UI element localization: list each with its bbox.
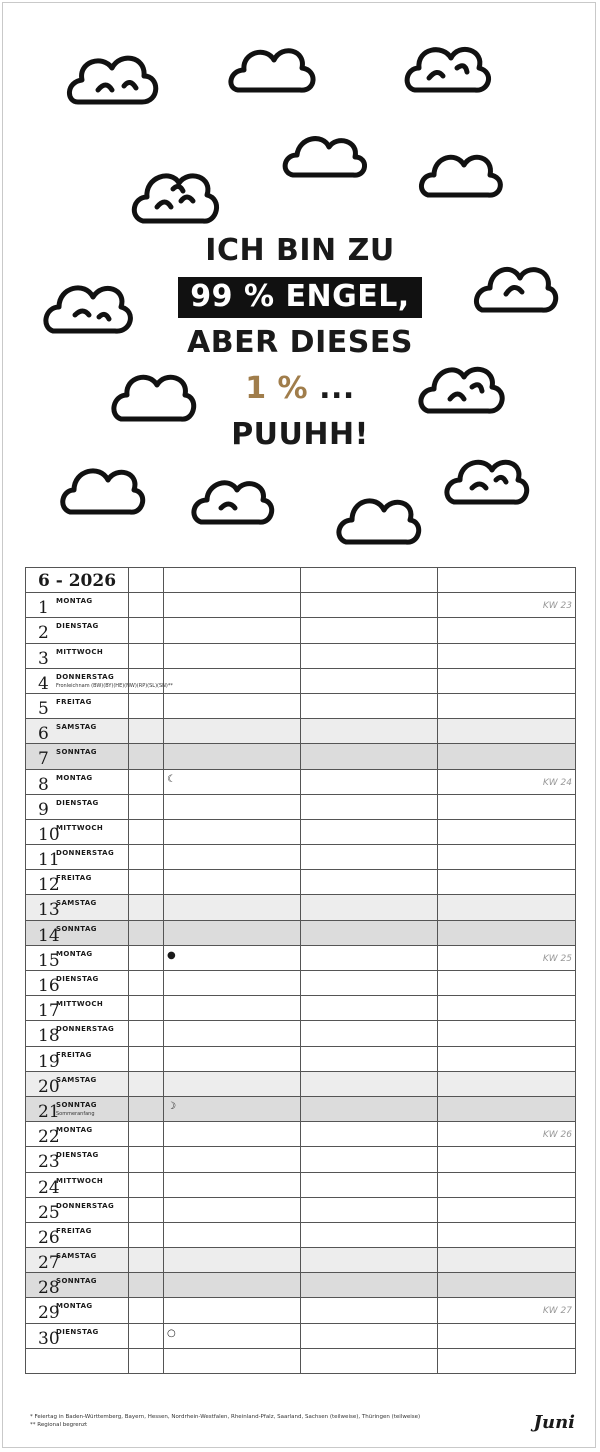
day-label-cell — [26, 1021, 129, 1046]
cloud-icon — [447, 462, 527, 502]
moon-cell — [129, 1222, 164, 1247]
quote-line-1: ICH BIN ZU — [205, 233, 395, 268]
day-label-cell — [26, 845, 129, 870]
entry-cell-3[interactable] — [438, 1071, 576, 1096]
day-number: 1 — [38, 598, 49, 619]
entry-cell-3[interactable] — [438, 1021, 576, 1046]
entry-cell-3[interactable] — [438, 945, 576, 970]
entry-cell-2[interactable] — [301, 618, 438, 643]
day-number: 8 — [38, 774, 49, 795]
day-label-cell — [26, 593, 129, 618]
day-note: Fronleichnam (BW)(BY)(HE)(NW)(RP)(SL)(SN)** — [56, 682, 173, 689]
entry-cell-2[interactable] — [301, 693, 438, 718]
day-row — [26, 945, 576, 970]
day-label-cell — [26, 1298, 129, 1323]
day-name: DONNERSTAG — [56, 1025, 115, 1034]
moon-cell — [129, 744, 164, 769]
entry-cell-2[interactable] — [301, 744, 438, 769]
day-label-cell — [26, 971, 129, 996]
day-number: 20 — [38, 1076, 60, 1097]
entry-cell-2[interactable] — [301, 1071, 438, 1096]
day-label-cell — [26, 744, 129, 769]
moon-cell — [129, 819, 164, 844]
day-name: FREITAG — [56, 1226, 92, 1235]
week-number: KW 25 — [542, 953, 572, 964]
entry-cell-2[interactable] — [301, 1021, 438, 1046]
day-label-cell — [26, 1122, 129, 1147]
entry-cell-1[interactable] — [164, 618, 301, 643]
quote-line-5: PUUHH! — [231, 417, 369, 452]
month-year: 6 - 2026 — [38, 571, 117, 591]
cloud-icon — [339, 501, 419, 542]
entry-cell-2[interactable] — [301, 971, 438, 996]
moon-cell — [129, 1348, 164, 1373]
moon-cell — [129, 593, 164, 618]
entry-cell-1[interactable] — [164, 1222, 301, 1247]
entry-cell-3[interactable] — [438, 870, 576, 895]
entry-cell-2[interactable] — [301, 1122, 438, 1147]
moon-cell — [129, 1172, 164, 1197]
day-row — [26, 1071, 576, 1096]
day-row — [26, 794, 576, 819]
day-number: 11 — [38, 850, 60, 871]
entry-cell-3[interactable] — [438, 920, 576, 945]
entry-cell-1[interactable] — [164, 1122, 301, 1147]
day-name: FREITAG — [56, 874, 92, 883]
entry-cell-1[interactable] — [164, 1021, 301, 1046]
entry-cell-2[interactable] — [301, 945, 438, 970]
entry-cell-2[interactable] — [301, 1096, 438, 1121]
moon-cell — [129, 845, 164, 870]
day-name: SAMSTAG — [56, 723, 97, 732]
entry-cell-2[interactable] — [301, 1348, 438, 1373]
day-row — [26, 996, 576, 1021]
day-name: MONTAG — [56, 1126, 93, 1135]
moon-cell — [129, 1147, 164, 1172]
day-label-cell — [26, 1273, 129, 1298]
day-label-cell — [26, 1348, 129, 1373]
entry-cell-3[interactable] — [438, 719, 576, 744]
day-label-cell — [26, 920, 129, 945]
entry-cell-2[interactable] — [301, 719, 438, 744]
day-row — [26, 1147, 576, 1172]
day-number: 23 — [38, 1152, 60, 1173]
day-number: 29 — [38, 1303, 60, 1324]
entry-cell-3[interactable] — [438, 693, 576, 718]
day-number: 30 — [38, 1328, 60, 1349]
day-name: FREITAG — [56, 1050, 92, 1059]
day-row — [26, 1046, 576, 1071]
day-row — [26, 1197, 576, 1222]
cloud-icon — [285, 139, 364, 176]
moon-cell — [129, 1248, 164, 1273]
moon-cell — [129, 1021, 164, 1046]
day-number: 22 — [38, 1127, 60, 1148]
day-row — [26, 1122, 576, 1147]
entry-cell-2[interactable] — [301, 1298, 438, 1323]
quote-line-2 — [0, 274, 600, 320]
entry-cell-3[interactable] — [438, 1298, 576, 1323]
entry-cell-1[interactable] — [164, 1248, 301, 1273]
day-name: DIENSTAG — [56, 1151, 99, 1160]
entry-cell-3[interactable] — [438, 895, 576, 920]
day-row — [26, 1348, 576, 1373]
day-number: 27 — [38, 1253, 60, 1274]
moon-cell — [129, 996, 164, 1021]
entry-cell-1[interactable] — [164, 1197, 301, 1222]
entry-cell-2[interactable] — [301, 769, 438, 794]
entry-cell-1[interactable] — [164, 845, 301, 870]
entry-cell-2[interactable] — [301, 819, 438, 844]
day-row — [26, 1273, 576, 1298]
entry-cell-3[interactable] — [438, 845, 576, 870]
entry-cell-3[interactable] — [438, 1096, 576, 1121]
cloud-icon — [134, 176, 216, 221]
quote-ellipsis: ... — [308, 371, 355, 406]
day-label-cell — [26, 1147, 129, 1172]
day-label-cell — [26, 1248, 129, 1273]
entry-cell-1[interactable] — [164, 920, 301, 945]
day-name: SONNTAG — [56, 748, 97, 757]
moon-cell — [129, 1122, 164, 1147]
entry-cell-3[interactable] — [438, 618, 576, 643]
day-name: SAMSTAG — [56, 1075, 97, 1084]
entry-cell-3[interactable] — [438, 1122, 576, 1147]
moon-cell — [129, 1273, 164, 1298]
day-label-cell — [26, 693, 129, 718]
day-row — [26, 845, 576, 870]
day-row — [26, 1248, 576, 1273]
day-number: 2 — [38, 623, 49, 644]
entry-cell-1[interactable] — [164, 593, 301, 618]
day-number: 18 — [38, 1026, 60, 1047]
day-label-cell — [26, 1222, 129, 1247]
day-number: 28 — [38, 1278, 60, 1299]
footnote-regional: ** Regional begrenzt — [30, 1422, 88, 1428]
day-number: 16 — [38, 976, 60, 996]
moon-cell — [129, 945, 164, 970]
footnote — [30, 1413, 420, 1429]
day-row — [26, 895, 576, 920]
quote-line-3: ABER DIESES — [187, 325, 413, 360]
entry-cell-1[interactable] — [164, 1323, 301, 1348]
entry-cell-1[interactable] — [164, 1096, 301, 1121]
day-label-cell — [26, 945, 129, 970]
entry-cell-3[interactable] — [438, 1197, 576, 1222]
quote — [0, 228, 600, 458]
entry-cell-1[interactable] — [164, 794, 301, 819]
entry-cell-3[interactable] — [438, 1222, 576, 1247]
entry-cell-2[interactable] — [301, 1222, 438, 1247]
day-row — [26, 1298, 576, 1323]
entry-cell-2[interactable] — [301, 1248, 438, 1273]
month-year-cell — [26, 568, 129, 593]
entry-cell-2[interactable] — [301, 996, 438, 1021]
entry-cell-2[interactable] — [301, 1172, 438, 1197]
moon-cell — [129, 1298, 164, 1323]
entry-cell-3[interactable] — [438, 1273, 576, 1298]
entry-cell-1[interactable] — [164, 945, 301, 970]
day-name: MITTWOCH — [56, 1000, 104, 1009]
quote-line-4 — [0, 366, 600, 412]
calendar-header-row — [26, 568, 576, 593]
entry-cell-3[interactable] — [438, 819, 576, 844]
moon-cell — [129, 769, 164, 794]
day-row — [26, 1222, 576, 1247]
day-note: Sommeranfang — [56, 1110, 95, 1117]
cloud-icon — [407, 49, 488, 90]
day-name: SONNTAG — [56, 1277, 97, 1286]
day-row — [26, 719, 576, 744]
cloud-icon — [63, 471, 143, 512]
entry-cell-3[interactable] — [438, 744, 576, 769]
day-number: 26 — [38, 1227, 60, 1248]
day-row — [26, 744, 576, 769]
day-name: MONTAG — [56, 597, 93, 606]
moon-cell — [129, 1323, 164, 1348]
moon-phase-icon: ○ — [167, 1327, 176, 1339]
day-number: 15 — [38, 950, 60, 971]
day-number: 14 — [38, 925, 60, 946]
day-label-cell — [26, 794, 129, 819]
day-number: 24 — [38, 1177, 60, 1198]
cloud-icon — [194, 483, 272, 522]
day-label-cell — [26, 1071, 129, 1096]
entry-cell-2[interactable] — [301, 643, 438, 668]
cloud-icon — [231, 51, 313, 90]
entry-cell-3[interactable] — [438, 1172, 576, 1197]
day-name: MONTAG — [56, 1302, 93, 1311]
entry-cell-1[interactable] — [164, 769, 301, 794]
day-row — [26, 819, 576, 844]
day-number: 7 — [38, 749, 49, 770]
entry-cell-1[interactable] — [164, 895, 301, 920]
day-label-cell — [26, 870, 129, 895]
entry-cell-3[interactable] — [438, 1323, 576, 1348]
entry-cell-3[interactable] — [438, 1147, 576, 1172]
person-column-1[interactable] — [164, 568, 301, 593]
quote-line-2-text: 99 % ENGEL, — [178, 277, 421, 318]
moon-cell — [129, 870, 164, 895]
week-number: KW 23 — [542, 601, 572, 612]
entry-cell-2[interactable] — [301, 1147, 438, 1172]
entry-cell-1[interactable] — [164, 1147, 301, 1172]
entry-cell-1[interactable] — [164, 744, 301, 769]
footnote-holiday: * Feiertag in Baden-Württemberg, Bayern, Hessen, Nordrhein-Westfalen, Rheinland-Pfalz, Saarland, Sachsen (teilweise), Thüringen (teilweise) — [30, 1414, 421, 1420]
entry-cell-2[interactable] — [301, 1273, 438, 1298]
entry-cell-3[interactable] — [438, 1348, 576, 1373]
day-label-cell — [26, 1096, 129, 1121]
entry-cell-3[interactable] — [438, 593, 576, 618]
day-number: 12 — [38, 875, 60, 896]
day-number: 19 — [38, 1051, 60, 1072]
day-label-cell — [26, 996, 129, 1021]
entry-cell-1[interactable] — [164, 1172, 301, 1197]
entry-cell-1[interactable] — [164, 819, 301, 844]
entry-cell-3[interactable] — [438, 1248, 576, 1273]
entry-cell-1[interactable] — [164, 1298, 301, 1323]
day-row — [26, 870, 576, 895]
day-name: SAMSTAG — [56, 899, 97, 908]
day-name: MITTWOCH — [56, 647, 104, 656]
day-row — [26, 920, 576, 945]
day-name: DIENSTAG — [56, 1327, 99, 1336]
moon-cell — [129, 1071, 164, 1096]
day-label-cell — [26, 1046, 129, 1071]
day-row — [26, 1021, 576, 1046]
entry-cell-2[interactable] — [301, 895, 438, 920]
day-label-cell — [26, 895, 129, 920]
day-number: 17 — [38, 1001, 60, 1022]
entry-cell-1[interactable] — [164, 1348, 301, 1373]
moon-cell — [129, 971, 164, 996]
moon-phase-icon: ☾ — [167, 773, 176, 785]
entry-cell-1[interactable] — [164, 996, 301, 1021]
day-label-cell — [26, 1197, 129, 1222]
day-name: DONNERSTAG — [56, 849, 115, 858]
day-name: SONNTAG — [56, 1100, 97, 1109]
moon-cell — [129, 1046, 164, 1071]
entry-cell-1[interactable] — [164, 719, 301, 744]
entry-cell-2[interactable] — [301, 1323, 438, 1348]
day-number: 3 — [38, 648, 49, 669]
moon-cell — [129, 643, 164, 668]
month-name: Juni — [533, 1412, 575, 1433]
moon-cell — [129, 668, 164, 693]
day-label-cell — [26, 643, 129, 668]
day-row — [26, 643, 576, 668]
day-row — [26, 668, 576, 693]
entry-cell-3[interactable] — [438, 794, 576, 819]
calendar-table — [25, 567, 576, 1374]
moon-phase-icon: ☽ — [167, 1100, 176, 1112]
moon-cell — [129, 1197, 164, 1222]
day-number: 9 — [38, 799, 49, 820]
day-name: MONTAG — [56, 773, 93, 782]
day-row — [26, 971, 576, 996]
entry-cell-1[interactable] — [164, 971, 301, 996]
entry-cell-3[interactable] — [438, 643, 576, 668]
moon-cell — [129, 895, 164, 920]
entry-cell-1[interactable] — [164, 1071, 301, 1096]
entry-cell-2[interactable] — [301, 870, 438, 895]
day-label-cell — [26, 1172, 129, 1197]
day-row — [26, 1096, 576, 1121]
entry-cell-1[interactable] — [164, 870, 301, 895]
day-label-cell — [26, 618, 129, 643]
day-number: 10 — [38, 824, 60, 845]
cloud-icon — [69, 58, 155, 102]
moon-cell — [129, 693, 164, 718]
entry-cell-3[interactable] — [438, 1046, 576, 1071]
moon-cell — [129, 1096, 164, 1121]
entry-cell-2[interactable] — [301, 920, 438, 945]
day-row — [26, 618, 576, 643]
moon-cell — [129, 719, 164, 744]
day-label-cell — [26, 668, 173, 694]
day-row — [26, 769, 576, 794]
day-row — [26, 593, 576, 618]
day-row — [26, 1323, 576, 1348]
entry-cell-3[interactable] — [438, 971, 576, 996]
entry-cell-2[interactable] — [301, 845, 438, 870]
day-label-cell — [26, 1323, 129, 1348]
quote-percent: 1 % — [245, 371, 309, 406]
week-number: KW 26 — [542, 1130, 572, 1141]
day-row — [26, 1172, 576, 1197]
day-name: DIENSTAG — [56, 798, 99, 807]
moon-cell — [129, 920, 164, 945]
day-name: SONNTAG — [56, 924, 97, 933]
moon-cell — [129, 794, 164, 819]
day-name: DONNERSTAG — [56, 672, 115, 681]
entry-cell-2[interactable] — [301, 1197, 438, 1222]
day-number: 5 — [38, 698, 49, 719]
day-name: SAMSTAG — [56, 1252, 97, 1261]
day-label-cell — [26, 769, 129, 794]
day-name: MONTAG — [56, 949, 93, 958]
entry-cell-1[interactable] — [164, 693, 301, 718]
day-name: MITTWOCH — [56, 823, 104, 832]
entry-cell-2[interactable] — [301, 593, 438, 618]
day-label-cell — [26, 819, 129, 844]
entry-cell-2[interactable] — [301, 668, 438, 693]
cloud-icon — [421, 157, 500, 195]
day-row — [26, 693, 576, 718]
moon-column-header — [129, 568, 164, 593]
entry-cell-1[interactable] — [164, 1046, 301, 1071]
day-name: DONNERSTAG — [56, 1201, 115, 1210]
day-name: DIENSTAG — [56, 622, 99, 631]
entry-cell-1[interactable] — [164, 643, 301, 668]
entry-cell-1[interactable] — [164, 1273, 301, 1298]
week-number: KW 27 — [542, 1306, 572, 1317]
entry-cell-3[interactable] — [438, 769, 576, 794]
day-number: 21 — [38, 1101, 60, 1122]
week-number: KW 24 — [542, 777, 572, 788]
day-number: 13 — [38, 900, 60, 921]
entry-cell-1[interactable] — [164, 668, 301, 693]
moon-phase-icon: ● — [167, 949, 176, 961]
person-column-3[interactable] — [438, 568, 576, 593]
day-number: 4 — [38, 673, 49, 694]
day-name: MITTWOCH — [56, 1176, 104, 1185]
day-name: DIENSTAG — [56, 975, 99, 983]
entry-cell-3[interactable] — [438, 996, 576, 1021]
day-label-cell — [26, 719, 129, 744]
person-column-2[interactable] — [301, 568, 438, 593]
entry-cell-2[interactable] — [301, 1046, 438, 1071]
day-number: 6 — [38, 724, 49, 745]
day-number: 25 — [38, 1202, 60, 1223]
moon-cell — [129, 618, 164, 643]
day-name: FREITAG — [56, 697, 92, 706]
entry-cell-2[interactable] — [301, 794, 438, 819]
entry-cell-3[interactable] — [438, 668, 576, 693]
